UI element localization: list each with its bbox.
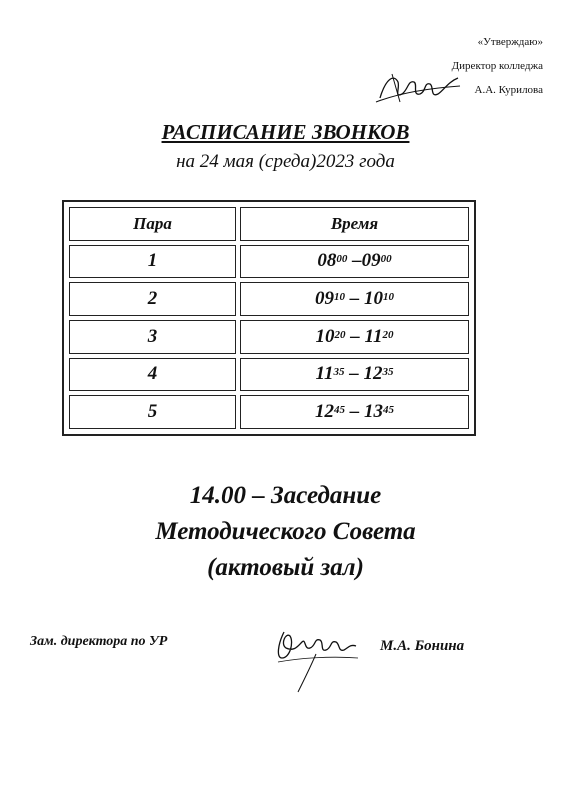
meeting-location: (актовый зал) (207, 554, 364, 581)
document-subtitle: на 24 мая (среда)2023 года (176, 151, 395, 172)
pair-number: 5 (69, 395, 236, 429)
pair-time: 08 $^{00}$ – 09 $^{00}$ (240, 245, 469, 279)
pair-time: 11 $^{35}$ – 12 $^{35}$ (240, 358, 469, 392)
document-title: РАСПИСАНИЕ ЗВОНКОВ (161, 120, 410, 144)
deputy-position: Зам. директора по УР (30, 634, 168, 649)
director-signature (372, 68, 462, 108)
deputy-name: М.А. Бонина (380, 638, 465, 654)
pair-time: 12 $^{45}$ – 13 $^{45}$ (240, 395, 469, 429)
deputy-signature (270, 624, 360, 694)
start-hour: 08 (317, 250, 337, 272)
pair-number: 4 (69, 358, 236, 392)
approval-position: Директор колледжа (451, 60, 543, 72)
pair-time: 09 $^{10}$ – 10 $^{10}$ (240, 282, 469, 316)
start-hour: 12 (315, 401, 334, 423)
start-hour: 10 (315, 325, 335, 347)
pair-number: 3 (69, 320, 236, 354)
end-hour: 13 (364, 401, 383, 423)
schedule-table (62, 200, 476, 436)
time-separator: – (345, 401, 364, 423)
approval-block (452, 30, 543, 102)
end-hour: 09 (361, 250, 381, 272)
meeting-time: 14.00 – Заседание (189, 482, 382, 509)
meeting-title: Методического Совета (155, 518, 416, 545)
time-separator: – (344, 363, 364, 385)
start-hour: 11 (315, 363, 334, 385)
header-pair: Пара (69, 207, 236, 241)
end-hour: 12 (363, 363, 383, 385)
approval-name: А.А. Курилова (474, 84, 543, 96)
approval-stamp: «Утверждаю» (477, 36, 543, 48)
end-hour: 11 (364, 325, 383, 347)
pair-number: 2 (69, 282, 236, 316)
end-hour: 10 (364, 288, 383, 310)
pair-number: 1 (69, 245, 236, 279)
meeting-notice (0, 478, 571, 586)
start-hour: 09 (315, 288, 334, 310)
time-separator: – (345, 325, 365, 347)
pair-time: 10 $^{20}$ – 11 $^{20}$ (240, 320, 469, 354)
time-separator: – (347, 250, 362, 272)
header-time: Время (240, 207, 469, 241)
schedule-grid (69, 207, 469, 429)
time-separator: – (345, 288, 364, 310)
